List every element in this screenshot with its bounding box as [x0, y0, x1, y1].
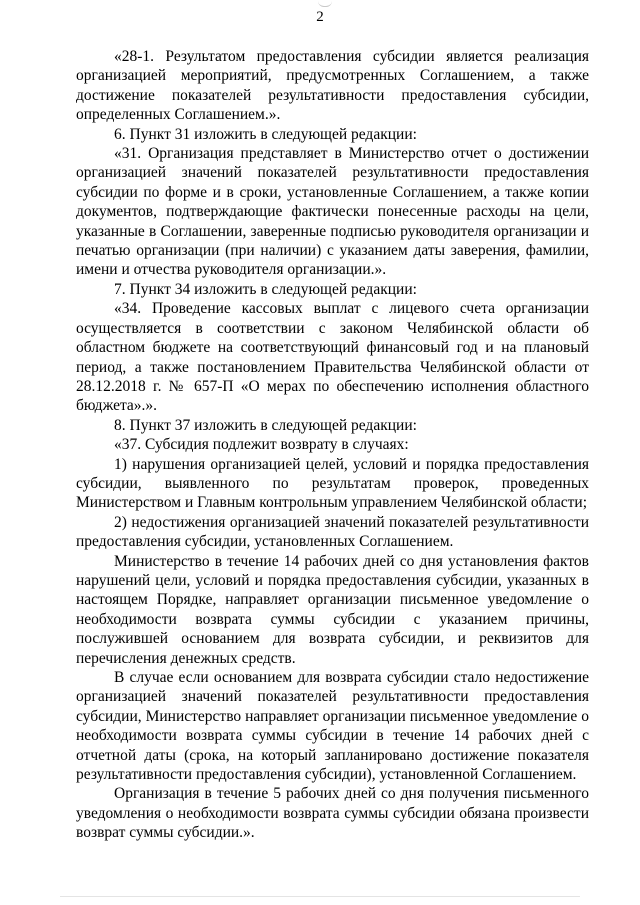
- scan-mark: [318, 0, 332, 7]
- paragraph-item-6: 6. Пункт 31 изложить в следующей редакции:: [114, 125, 417, 143]
- paragraph-ministry-notice: Министерство в течение 14 рабочих дней со дня установления фактов нарушений цели, условий и порядка предоставления субсидии, указанных в настоящем Порядке, направляет организации письменное уведомление о необходимости возврата суммы субсидии с указанием причины, послужившей основанием для возврата субсидии, и реквизитов для перечисления денежных средств.: [76, 552, 589, 667]
- paragraph-37-case-1: 1) нарушения организацией целей, условий и порядка предоставления субсидии, выявленного по результатам проверок, проведенных Министерством и Главным контрольным управлением Челябинской области;: [76, 455, 589, 512]
- paragraph-37: «37. Субсидия подлежит возврату в случаях:: [114, 436, 409, 454]
- paragraph-37-case-2: 2) недостижения организацией значений показателей результативности предоставления субсидии, установленных Соглашением.: [76, 513, 589, 551]
- paragraph-refund-deadline: Организация в течение 5 рабочих дней со дня получения письменного уведомления о необходимости возврата суммы субсидии обязана произвести возврат суммы субсидии.».: [76, 785, 589, 842]
- paragraph-non-achievement: В случае если основанием для возврата субсидии стало недостижение организацией значений показателей результативности предоставления субсидии, Министерство направляет организации письменное уведомление о необходимости возврата суммы субсидии в течение 14 рабочих дней с отчетной даты (срока, на который запланировано достижение показателя результативности предоставления субсидии), установленной Соглашением.: [76, 669, 589, 784]
- page-number: 2: [316, 9, 324, 25]
- document-body: [76, 47, 589, 843]
- paragraph-31: «31. Организация представляет в Министерство отчет о достижении организацией значений показателей результативности предоставления субсидии по форме и в сроки, установленные Соглашением, а также копии документов, подтверждающие фактически понесенные расходы на цели, указанные в Соглашении, заверенные подписью руководителя организации и печатью организации (при наличии) с указанием даты заверения, фамилии, имени и отчества руководителя организации.».: [76, 145, 589, 279]
- page-edge-divider: [60, 896, 580, 897]
- paragraph-item-7: 7. Пункт 34 изложить в следующей редакции:: [114, 280, 417, 298]
- paragraph-28-1: «28-1. Результатом предоставления субсидии является реализация организацией мероприятий, предусмотренных Соглашением, а также достижение показателей результативности предоставления субсидии, определенных Соглашением.».: [76, 48, 589, 124]
- paragraph-item-8: 8. Пункт 37 изложить в следующей редакции:: [114, 416, 417, 434]
- paragraph-34: «34. Проведение кассовых выплат с лицевого счета организации осуществляется в соответствии с законом Челябинской области об областном бюджете на соответствующий финансовый год и на плановый период, а также постановлением Правительства Челябинской области от 28.12.2018 г. № 657-П «О мерах по обеспечению исполнения областного бюджета».».: [76, 300, 589, 415]
